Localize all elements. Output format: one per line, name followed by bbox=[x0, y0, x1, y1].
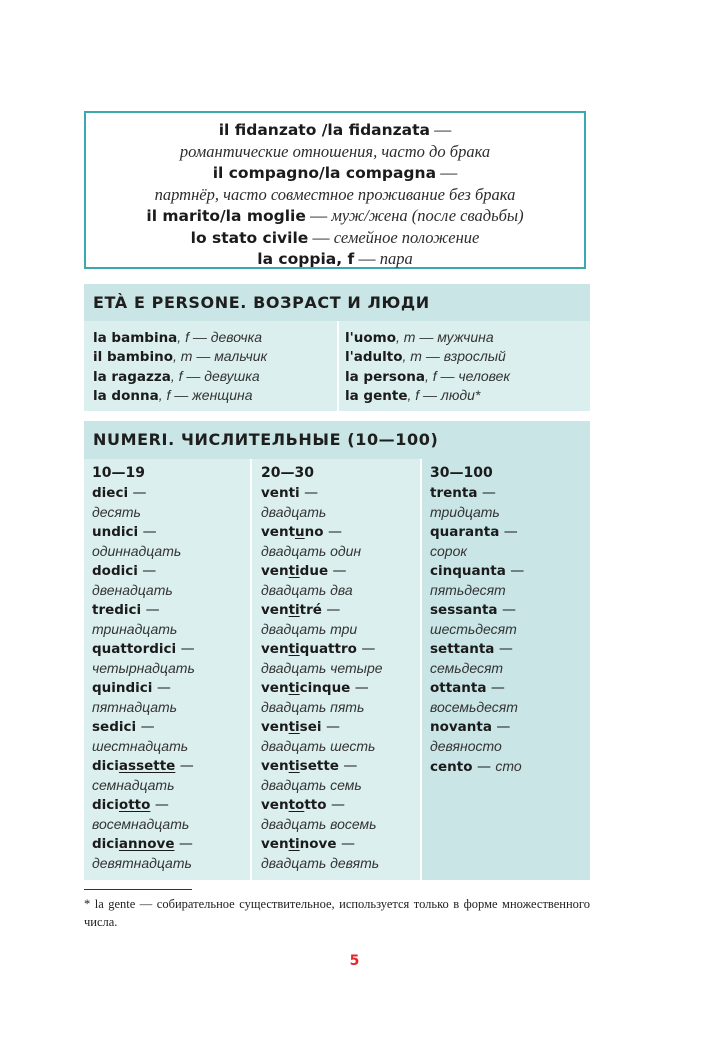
number-word-part: tredici bbox=[92, 601, 142, 618]
number-translation: двадцать пять bbox=[261, 699, 365, 715]
definition-term: il marito/la moglie bbox=[146, 207, 306, 225]
number-word-text bbox=[430, 485, 477, 501]
vocab-translation: , m — мужчина bbox=[396, 329, 494, 345]
number-translation: двадцать bbox=[261, 504, 327, 520]
number-word-text bbox=[261, 485, 300, 501]
vocab-column-right bbox=[339, 321, 590, 411]
number-word-text bbox=[92, 836, 174, 852]
definition-dash: — bbox=[436, 163, 458, 182]
numbers-column-20-30 bbox=[252, 459, 420, 880]
number-word-part: venti bbox=[261, 484, 300, 501]
number-word-part: ven bbox=[261, 796, 289, 813]
definition-meaning: семейное положение bbox=[333, 227, 480, 247]
number-word-text bbox=[92, 758, 175, 774]
vocab-row bbox=[93, 386, 337, 405]
number-word-text bbox=[261, 641, 357, 657]
number-word-part: dici bbox=[92, 835, 119, 852]
number-word bbox=[92, 796, 250, 816]
number-word-text bbox=[430, 641, 494, 657]
number-word-part: sessanta bbox=[430, 601, 498, 618]
number-translation: шестьдесят bbox=[430, 621, 517, 637]
vocab-translation: , f — девочка bbox=[177, 329, 263, 345]
section-body-numbers bbox=[84, 459, 590, 880]
number-word bbox=[92, 523, 250, 543]
number-dash: — bbox=[338, 757, 358, 774]
number-dash: — bbox=[138, 523, 157, 540]
number-word bbox=[430, 679, 590, 699]
number-translation: сто bbox=[495, 757, 522, 774]
number-word-part: sei bbox=[299, 718, 322, 735]
number-translation: пятьдесят bbox=[430, 582, 506, 598]
number-translation: двадцать девять bbox=[261, 855, 380, 871]
vocab-translation: , m — взрослый bbox=[402, 348, 506, 365]
vocab-row bbox=[345, 347, 590, 366]
number-word-text bbox=[430, 563, 506, 579]
number-word bbox=[92, 562, 250, 582]
number-dash: — bbox=[175, 757, 194, 774]
number-word-text bbox=[261, 524, 324, 540]
number-dash: — bbox=[505, 562, 525, 579]
vocab-word: la gente bbox=[345, 387, 408, 404]
number-dash: — bbox=[152, 679, 171, 696]
number-dash: — bbox=[336, 835, 355, 852]
section-body-age-persons bbox=[84, 321, 590, 411]
number-word-text bbox=[261, 758, 339, 774]
definition-meaning: партнёр, часто совместное проживание без брака bbox=[154, 184, 516, 204]
number-word-text bbox=[92, 485, 128, 501]
number-word-part: settanta bbox=[430, 640, 495, 657]
number-word-part: dieci bbox=[92, 484, 129, 501]
number-stress-underline: ti bbox=[288, 718, 300, 735]
number-translation: десять bbox=[92, 504, 141, 520]
number-word-text bbox=[430, 719, 492, 735]
number-word-text bbox=[261, 563, 328, 579]
numbers-column-heading: 20—30 bbox=[261, 465, 314, 481]
number-stress-underline: otto bbox=[118, 796, 151, 813]
vocab-word: l'uomo bbox=[345, 330, 396, 346]
definition-line bbox=[86, 119, 584, 141]
number-translation: тридцать bbox=[430, 504, 500, 520]
number-word-part: quindici bbox=[92, 679, 153, 696]
number-word-part: novanta bbox=[430, 718, 492, 735]
numbers-column-10-19 bbox=[84, 459, 250, 880]
number-word-part: cinque bbox=[299, 679, 351, 696]
definition-dash: — bbox=[308, 227, 334, 247]
numbers-column-heading: 10—19 bbox=[92, 465, 145, 481]
number-translation: двадцать семь bbox=[261, 777, 362, 793]
number-translation: одиннадцать bbox=[92, 543, 182, 559]
number-word bbox=[430, 757, 590, 777]
number-dash: — bbox=[321, 718, 340, 735]
number-stress-underline: ti bbox=[288, 640, 300, 657]
number-word-part: dodici bbox=[92, 562, 138, 579]
number-word bbox=[261, 718, 420, 738]
number-word-text bbox=[430, 759, 473, 775]
number-dash: — bbox=[137, 562, 157, 579]
number-word bbox=[92, 601, 250, 621]
number-word-part: dici bbox=[92, 796, 119, 813]
number-word bbox=[92, 718, 250, 738]
number-dash: — bbox=[323, 523, 342, 540]
number-dash: — bbox=[499, 523, 518, 540]
number-translation: сорок bbox=[430, 543, 467, 559]
number-translation: девяносто bbox=[430, 738, 502, 754]
definition-line bbox=[86, 141, 584, 163]
number-word bbox=[92, 679, 250, 699]
vocab-word: la persona bbox=[345, 368, 425, 385]
number-word-part: no bbox=[304, 523, 324, 540]
definition-line bbox=[86, 248, 584, 270]
number-dash: — bbox=[491, 718, 511, 735]
number-word-part: due bbox=[299, 562, 329, 579]
vocab-word: la ragazza bbox=[93, 368, 171, 385]
number-dash: — bbox=[326, 796, 345, 813]
vocab-row bbox=[93, 347, 337, 366]
number-word-text bbox=[430, 602, 498, 618]
number-word-part: quattordici bbox=[92, 640, 177, 657]
number-word-part: ven bbox=[261, 679, 289, 696]
vocab-row bbox=[345, 386, 590, 405]
number-dash: — bbox=[128, 484, 147, 501]
definition-dash: — bbox=[430, 120, 452, 139]
number-stress-underline: ti bbox=[288, 601, 300, 618]
number-translation: двадцать два bbox=[261, 582, 353, 598]
number-translation: тринадцать bbox=[92, 621, 178, 637]
number-word-text bbox=[92, 563, 138, 579]
number-word-part: ottanta bbox=[430, 679, 487, 696]
number-translation: пятнадцать bbox=[92, 699, 178, 715]
definition-term: il compagno/la compagna bbox=[212, 164, 437, 182]
number-translation: четырнадцать bbox=[92, 660, 195, 676]
number-translation: восемнадцать bbox=[92, 816, 190, 832]
number-translation: восемьдесят bbox=[430, 699, 518, 715]
number-dash: — bbox=[136, 718, 155, 735]
number-word-part: ven bbox=[261, 601, 289, 618]
number-word-part: undici bbox=[92, 523, 139, 540]
footnote: * la gente — собирательное существительное, используется только в форме множественного числа. bbox=[84, 897, 590, 929]
number-word bbox=[92, 484, 250, 504]
number-word bbox=[430, 562, 590, 582]
definition-term: il fidanzato /la fidanzata bbox=[218, 121, 431, 139]
number-translation: девятнадцать bbox=[92, 855, 192, 871]
number-word-part: ven bbox=[261, 562, 289, 579]
number-word-part: dici bbox=[92, 757, 119, 774]
definition-term: lo stato civile bbox=[190, 228, 309, 247]
number-word bbox=[261, 640, 420, 660]
number-word bbox=[430, 484, 590, 504]
number-dash: — bbox=[150, 796, 169, 813]
number-word-text bbox=[430, 680, 486, 696]
number-stress-underline: ti bbox=[288, 835, 300, 852]
number-word bbox=[261, 796, 420, 816]
number-word-part: nove bbox=[299, 835, 337, 852]
number-translation: двадцать четыре bbox=[261, 660, 383, 676]
number-translation: шестнадцать bbox=[92, 738, 189, 754]
definitions-box bbox=[84, 111, 586, 269]
vocab-row bbox=[345, 328, 590, 347]
number-word-part: quattro bbox=[299, 640, 357, 657]
vocab-translation: , m — мальчик bbox=[172, 348, 268, 365]
number-word-part: cinquanta bbox=[430, 562, 506, 579]
vocab-row bbox=[93, 367, 337, 386]
vocab-translation: , f — женщина bbox=[158, 386, 253, 403]
definition-line bbox=[86, 162, 584, 184]
vocab-translation: , f — люди* bbox=[407, 386, 481, 403]
vocab-translation: , f — человек bbox=[424, 367, 511, 384]
number-word bbox=[261, 484, 420, 504]
number-translation: семьдесят bbox=[430, 660, 504, 676]
definition-line bbox=[86, 184, 584, 206]
numbers-column-30-100 bbox=[422, 459, 590, 880]
vocab-column-left bbox=[84, 321, 337, 411]
number-word-text bbox=[92, 602, 141, 618]
number-translation: семнадцать bbox=[92, 777, 175, 793]
number-word-part: sedici bbox=[92, 718, 137, 735]
definition-dash: — bbox=[354, 249, 380, 268]
definition-meaning: романтические отношения, часто до брака bbox=[179, 141, 491, 161]
number-word bbox=[92, 757, 250, 777]
number-dash: — bbox=[328, 562, 347, 579]
number-word-text bbox=[261, 836, 337, 852]
number-word-part: trenta bbox=[430, 484, 478, 501]
number-word bbox=[261, 835, 420, 855]
number-translation: двадцать восемь bbox=[261, 816, 377, 832]
number-dash: — bbox=[321, 601, 341, 618]
number-dash: — bbox=[497, 601, 516, 618]
number-stress-underline: annove bbox=[118, 835, 175, 852]
number-stress-underline: ti bbox=[288, 562, 300, 579]
number-stress-underline: u bbox=[295, 523, 305, 540]
number-word bbox=[261, 523, 420, 543]
vocab-row bbox=[93, 328, 337, 347]
vocab-row bbox=[345, 367, 590, 386]
number-dash: — bbox=[176, 640, 195, 657]
number-word-part: ven bbox=[261, 835, 289, 852]
number-dash: — bbox=[494, 640, 513, 657]
number-dash: — bbox=[141, 601, 160, 618]
definition-term: la coppia, f bbox=[257, 250, 355, 268]
number-dash: — bbox=[356, 640, 376, 657]
section-heading-age-persons: ETÀ E PERSONE. ВОЗРАСТ И ЛЮДИ bbox=[84, 284, 590, 321]
number-dash: — bbox=[486, 679, 505, 696]
number-dash: — bbox=[472, 758, 496, 775]
definition-line bbox=[86, 205, 584, 227]
vocab-word: la bambina bbox=[93, 330, 178, 346]
number-word bbox=[92, 835, 250, 855]
number-translation: двадцать один bbox=[261, 543, 362, 559]
number-word-text bbox=[261, 602, 322, 618]
number-word-text bbox=[261, 680, 350, 696]
number-word-part: vent bbox=[261, 523, 296, 540]
number-stress-underline: assette bbox=[118, 757, 176, 774]
vocab-translation: , f — девушка bbox=[170, 367, 260, 384]
number-translation: двадцать три bbox=[261, 621, 358, 637]
vocab-word: la donna bbox=[93, 387, 159, 404]
number-dash: — bbox=[174, 835, 193, 852]
number-translation: двенадцать bbox=[92, 582, 173, 598]
number-dash: — bbox=[477, 484, 496, 501]
number-word bbox=[261, 757, 420, 777]
number-word-text bbox=[430, 524, 499, 540]
number-word-text bbox=[92, 680, 152, 696]
vocab-word: il bambino bbox=[93, 349, 173, 366]
number-stress-underline: ti bbox=[288, 757, 300, 774]
definition-line bbox=[86, 227, 584, 249]
number-dash: — bbox=[350, 679, 369, 696]
number-word bbox=[92, 640, 250, 660]
number-word-part: sette bbox=[299, 757, 339, 774]
number-word-part: quaranta bbox=[430, 523, 500, 540]
number-word-part: ven bbox=[261, 718, 289, 735]
section-heading-numbers: NUMERI. ЧИСЛИТЕЛЬНЫЕ (10—100) bbox=[84, 421, 590, 459]
number-word bbox=[430, 601, 590, 621]
number-word-part: tré bbox=[299, 601, 322, 618]
number-word-part: cento bbox=[430, 758, 473, 775]
vocab-word: l'adulto bbox=[345, 349, 403, 366]
number-dash: — bbox=[299, 484, 319, 501]
number-word-part: ven bbox=[261, 757, 289, 774]
number-word-text bbox=[92, 719, 136, 735]
numbers-column-heading: 30—100 bbox=[430, 465, 493, 481]
number-word-text bbox=[261, 797, 327, 813]
number-word bbox=[430, 640, 590, 660]
definition-dash: — bbox=[305, 206, 332, 225]
number-word-text bbox=[261, 719, 322, 735]
number-word bbox=[261, 679, 420, 699]
page-number: 5 bbox=[349, 953, 360, 969]
number-word-text bbox=[92, 524, 138, 540]
definition-meaning: пара bbox=[379, 249, 413, 268]
number-word-part: ven bbox=[261, 640, 289, 657]
number-word bbox=[261, 601, 420, 621]
number-word bbox=[430, 718, 590, 738]
number-stress-underline: to bbox=[288, 796, 305, 813]
footnote-rule bbox=[84, 889, 192, 890]
number-stress-underline: ti bbox=[288, 679, 300, 696]
number-word-text bbox=[92, 641, 176, 657]
number-word-part: tto bbox=[304, 796, 327, 813]
number-translation: двадцать шесть bbox=[261, 738, 376, 754]
number-word bbox=[430, 523, 590, 543]
number-word-text bbox=[92, 797, 150, 813]
number-word bbox=[261, 562, 420, 582]
definition-meaning: муж/жена (после свадьбы) bbox=[331, 206, 524, 225]
